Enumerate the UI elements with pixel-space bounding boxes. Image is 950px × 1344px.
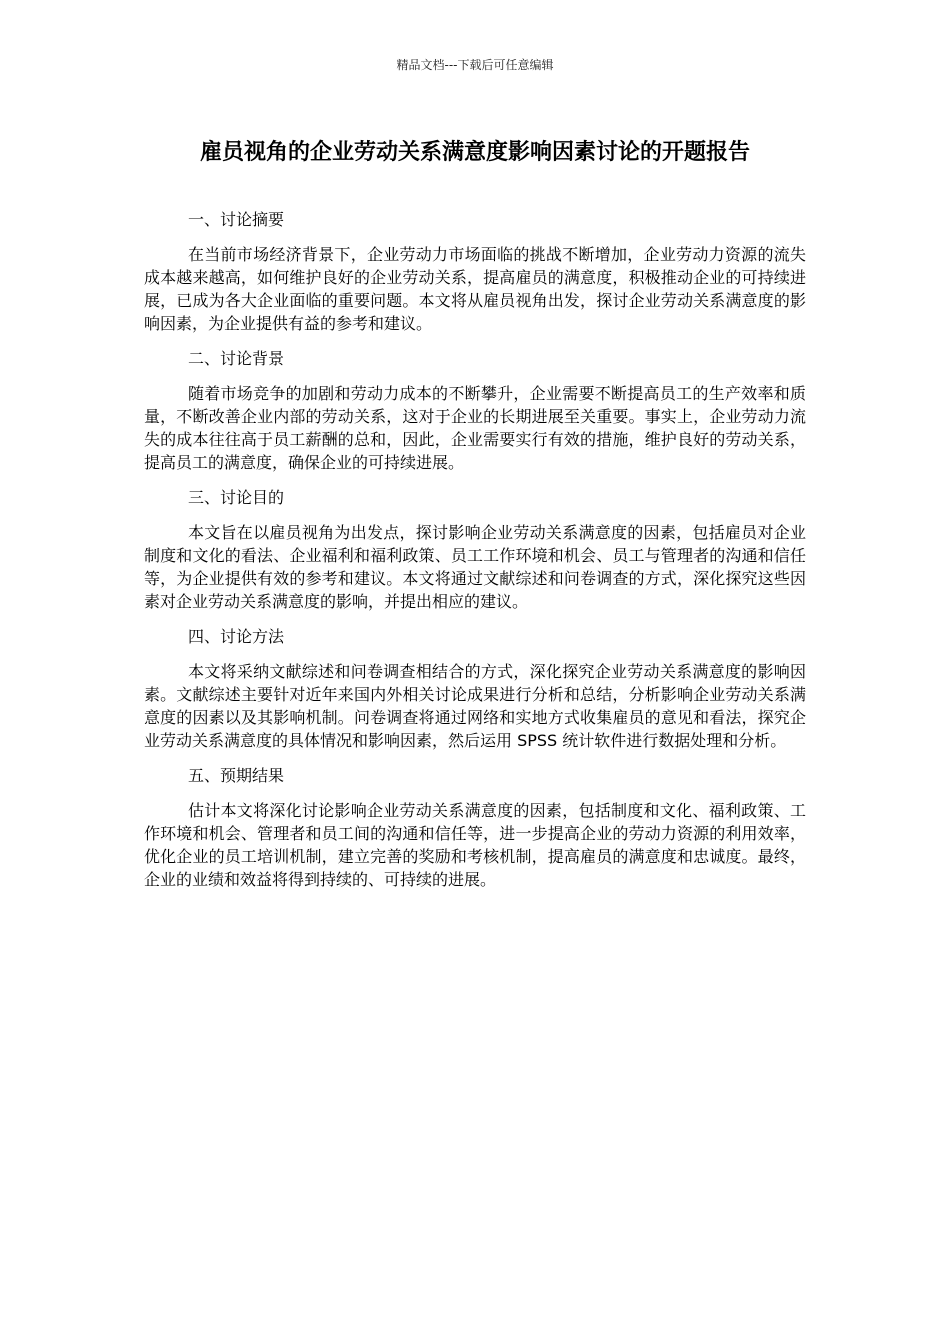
section-paragraph: 在当前市场经济背景下，企业劳动力市场面临的挑战不断增加，企业劳动力资源的流失成本越来越高，如何维护良好的企业劳动关系，提高雇员的满意度，积极推动企业的可持续进展，已成为各大企业面临的重要问题。本文将从雇员视角出发，探讨企业劳动关系满意度的影响因素，为企业提供有益的参考和建议。 <box>144 245 806 333</box>
section-heading: 三、讨论目的 <box>188 488 285 507</box>
section-paragraph: 随着市场竞争的加剧和劳动力成本的不断攀升，企业需要不断提高员工的生产效率和质量，不断改善企业内部的劳动关系，这对于企业的长期进展至关重要。事实上，企业劳动力流失的成本往往高于员工薪酬的总和，因此，企业需要实行有效的措施，维护良好的劳动关系，提高员工的满意度，确保企业的可持续进展。 <box>144 384 806 472</box>
document-body <box>144 208 806 903</box>
section-background <box>144 347 806 474</box>
section-paragraph: 本文将采纳文献综述和问卷调查相结合的方式，深化探究企业劳动关系满意度的影响因素。文献综述主要针对近年来国内外相关讨论成果进行分析和总结，分析影响企业劳动关系满意度的因素以及其影响机制。问卷调查将通过网络和实地方式收集雇员的意见和看法，探究企业劳动关系满意度的具体情况和影响因素，然后运用 SPSS 统计软件进行数据处理和分析。 <box>144 662 806 750</box>
section-paragraph: 本文旨在以雇员视角为出发点，探讨影响企业劳动关系满意度的因素，包括雇员对企业制度和文化的看法、企业福利和福利政策、员工工作环境和机会、员工与管理者的沟通和信任等，为企业提供有效的参考和建议。本文将通过文献综述和问卷调查的方式，深化探究这些因素对企业劳动关系满意度的影响，并提出相应的建议。 <box>144 523 806 611</box>
section-purpose <box>144 486 806 613</box>
section-method <box>144 625 806 752</box>
section-expected-results <box>144 764 806 891</box>
section-paragraph: 估计本文将深化讨论影响企业劳动关系满意度的因素，包括制度和文化、福利政策、工作环境和机会、管理者和员工间的沟通和信任等，进一步提高企业的劳动力资源的利用效率，优化企业的员工培训机制，建立完善的奖励和考核机制，提高雇员的满意度和忠诚度。最终，企业的业绩和效益将得到持续的、可持续的进展。 <box>144 801 806 889</box>
section-heading: 一、讨论摘要 <box>188 210 285 229</box>
section-abstract <box>144 208 806 335</box>
page-header: 精品文档---下载后可任意编辑 <box>396 58 554 72</box>
section-heading: 五、预期结果 <box>188 766 285 785</box>
section-heading: 二、讨论背景 <box>188 349 285 368</box>
document-title: 雇员视角的企业劳动关系满意度影响因素讨论的开题报告 <box>199 140 750 165</box>
section-heading: 四、讨论方法 <box>188 627 285 646</box>
